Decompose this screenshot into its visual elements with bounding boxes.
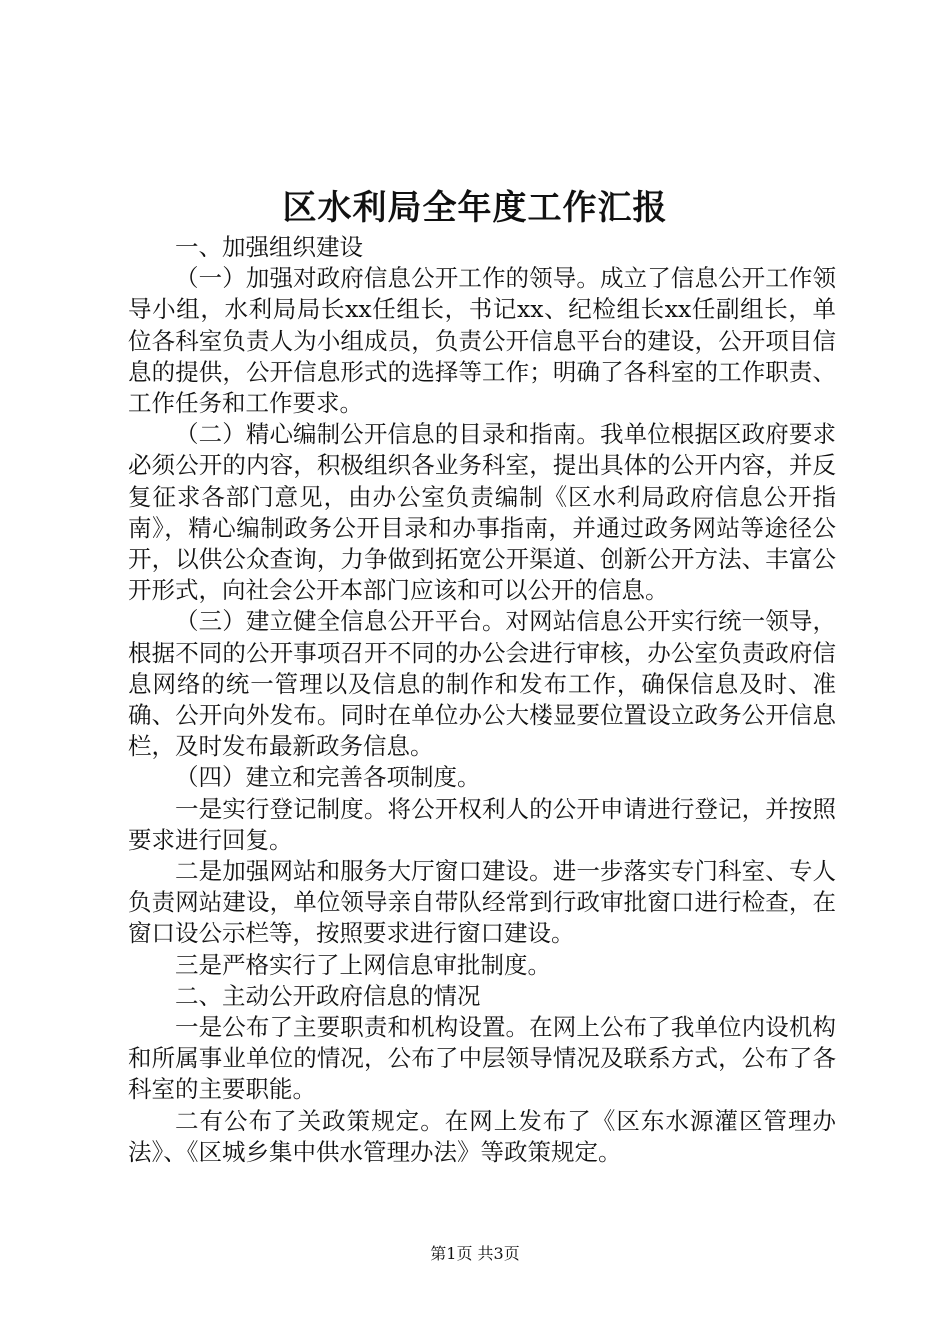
paragraph-catalog-guide: （二）精心编制公开信息的目录和指南。我单位根据区政府要求必须公开的内容，积极组织各业务科室，提出具体的公开内容，并反复征求各部门意见，由办公室负责编制《区水利局政府信息公开指南》，精心编制政务公开目录和办事指南，并通过政务网站等途径公开，以供公众查询，力争做到拓宽公开渠道、创新公开方法、丰富公开形式，向社会公开本部门应该和可以公开的信息。 (128, 420, 836, 605)
paragraph-leadership: （一）加强对政府信息公开工作的领导。成立了信息公开工作领导小组，水利局局长xx任组长，书记xx、纪检组长xx任副组长，单位各科室负责人为小组成员，负责公开信息平台的建设，公开项目信息的提供，公开信息形式的选择等工作；明确了各科室的工作职责、工作任务和工作要求。 (128, 264, 836, 418)
paragraph-platform: （三）建立健全信息公开平台。对网站信息公开实行统一领导，根据不同的公开事项召开不同的办公会进行审核，办公室负责政府信息网络的统一管理以及信息的制作和发布工作，确保信息及时、准确、公开向外发布。同时在单位办公大楼显要位置设立政务公开信息栏，及时发布最新政务信息。 (128, 607, 836, 761)
section-heading-1: 一、加强组织建设 (175, 233, 363, 261)
section-heading-2: 二、主动公开政府信息的情况 (175, 981, 481, 1010)
paragraph-website-window: 二是加强网站和服务大厅窗口建设。进一步落实专门科室、专人负责网站建设，单位领导亲自带队经常到行政审批窗口进行检查，在窗口设公示栏等，按照要求进行窗口建设。 (128, 857, 836, 948)
document-title: 区水利局全年度工作汇报 (282, 188, 668, 228)
paragraph-duties: 一是公布了主要职责和机构设置。在网上公布了我单位内设机构和所属事业单位的情况，公布了中层领导情况及联系方式，公布了各科室的主要职能。 (128, 1013, 836, 1104)
document-body (128, 232, 836, 1168)
page-number: 第1页 共3页 (430, 1244, 520, 1263)
paragraph-registration: 一是实行登记制度。将公开权利人的公开申请进行登记，并按照要求进行回复。 (128, 794, 836, 854)
paragraph-policies: 二有公布了关政策规定。在网上发布了《区东水源灌区管理办法》、《区城乡集中供水管理办法》等政策规定。 (128, 1106, 836, 1166)
paragraph-approval: 三是严格实行了上网信息审批制度。 (175, 950, 551, 979)
paragraph-systems-heading: （四）建立和完善各项制度。 (175, 763, 481, 792)
